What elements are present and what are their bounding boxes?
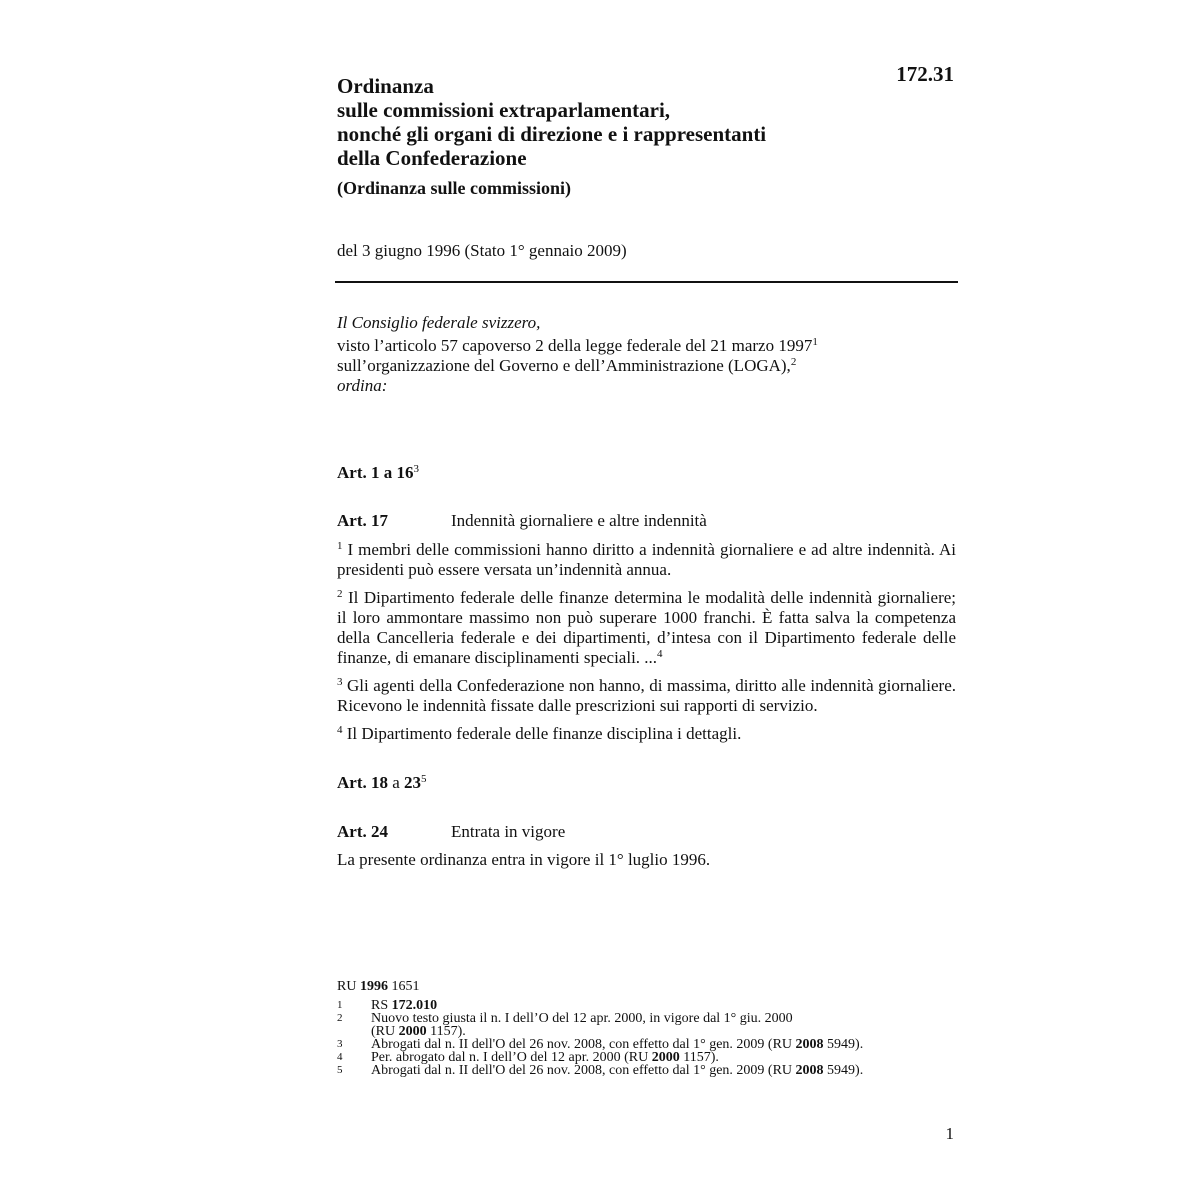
date-line: del 3 giugno 1996 (Stato 1° gennaio 2009): [337, 241, 627, 260]
footnote-text-part: Abrogati dal n. II dell'O del 26 nov. 2008, con effetto dal 1° gen. 2009 (RU: [371, 1063, 796, 1078]
footnote-text-part: 5949).: [823, 1063, 864, 1078]
title-line: della Confederazione: [337, 146, 527, 170]
footnote-bold-ref: 172.010: [391, 998, 438, 1013]
article-number: 18: [370, 773, 388, 792]
footnote-number: 4: [337, 1051, 343, 1063]
article-title: Entrata in vigore: [451, 822, 566, 841]
article-18-23-heading: [337, 773, 427, 793]
footnote-bold-ref: 2008: [795, 1063, 824, 1078]
footnote-ref[interactable]: 3: [413, 463, 419, 475]
footnote-text-part: 5949).: [823, 1037, 864, 1052]
footnote-number: 2: [337, 1012, 343, 1024]
footnote-number: 1: [337, 999, 343, 1011]
article-title: Indennità giornaliere e altre indennità: [451, 511, 707, 530]
footnote-text: [371, 1064, 957, 1077]
paragraph-text: Il Dipartimento federale delle finanze disciplina i dettagli.: [346, 724, 742, 743]
paragraph: [337, 588, 956, 668]
paragraph-number: 1: [337, 540, 343, 552]
footnote-text-part: Per. abrogato dal n. I dell’O del 12 apr. 2000 (RU: [371, 1050, 652, 1065]
document-title: [337, 74, 877, 170]
footnote-number: 5: [337, 1064, 343, 1076]
article-17-heading: [337, 511, 707, 531]
footnote-bold-ref: 2000: [398, 1024, 427, 1039]
page-number: 1: [945, 1124, 954, 1143]
article-1-16-heading: [337, 463, 419, 483]
paragraph-text: I membri delle commissioni hanno diritto a indennità giornaliere e ad altre indennità. Ai presidenti può essere versata un’indennità annua.: [337, 540, 956, 579]
footnote-ref[interactable]: 2: [790, 356, 797, 368]
ru-year: 1996: [359, 979, 388, 994]
preamble: [337, 313, 957, 396]
paragraph-number: 3: [337, 676, 343, 688]
footnote: [337, 1012, 957, 1038]
preamble-basis-line: sull’organizzazione del Governo e dell’Amministrazione (LOGA),: [337, 356, 791, 375]
paragraph: [337, 540, 956, 580]
footnote-text: [371, 1012, 957, 1038]
title-line: nonché gli organi di direzione e i rappresentanti: [337, 122, 767, 146]
footnote-number: 3: [337, 1038, 343, 1050]
paragraph-number: 2: [337, 588, 343, 600]
paragraph-number: 4: [337, 724, 343, 736]
article-label: Art. 17: [337, 511, 388, 530]
footnote: [337, 1064, 957, 1077]
paragraph-text: Il Dipartimento federale delle finanze determina le modalità delle indennità giornaliere; il loro ammontare massimo non può superare 1000 franchi. È fatta salva la competenza della Cancelleria federale e dei dipartimenti, d’intesa con il Dipartimento federale delle finanze, di emanare disciplinamenti speciali. ...: [337, 588, 956, 667]
footnote-text-part: Abrogati dal n. II dell'O del 26 nov. 2008, con effetto dal 1° gen. 2009 (RU: [371, 1037, 796, 1052]
article-24-body: [337, 850, 956, 878]
sr-number: 172.31: [896, 62, 954, 86]
preamble-basis-line: visto l’articolo 57 capoverso 2 della legge federale del 21 marzo 1997: [337, 336, 813, 355]
ru-page: 1651: [391, 979, 420, 994]
footnote-bold-ref: 2000: [651, 1050, 680, 1065]
title-line: Ordinanza: [337, 74, 434, 98]
footnote-text-part: RS: [371, 998, 392, 1013]
article-label: Art. 1 a 16: [337, 463, 414, 482]
article-24-heading: [337, 822, 565, 842]
footnote-ref[interactable]: 4: [657, 648, 663, 660]
article-number: 23: [404, 773, 422, 792]
ru-prefix: RU: [337, 979, 357, 994]
paragraph-text: Gli agenti della Confederazione non hanno, di massima, diritto alle indennità giornaliere. Ricevono le indennità fissate dalle prescrizioni sui rapporti di servizio.: [337, 676, 956, 715]
article-label: Art. 24: [337, 822, 388, 841]
preamble-legal-basis: [337, 336, 957, 376]
horizontal-rule: [335, 281, 958, 283]
footnote-bold-ref: 2008: [795, 1037, 824, 1052]
paragraph: [337, 724, 956, 744]
footnote-ref[interactable]: 1: [812, 336, 818, 348]
short-title: (Ordinanza sulle commissioni): [337, 178, 572, 198]
title-line: sulle commissioni extraparlamentari,: [337, 98, 671, 122]
preamble-authority: Il Consiglio federale svizzero,: [337, 313, 541, 332]
footnote-ref[interactable]: 5: [421, 773, 427, 785]
article-17-body: [337, 540, 956, 752]
footnote-text-part: 1157).: [426, 1024, 466, 1039]
paragraph-text: La presente ordinanza entra in vigore il 1° luglio 1996.: [337, 850, 711, 869]
footnote-text-part: Nuovo testo giusta il n. I dell’O del 12 apr. 2000, in vigore dal 1° giu. 2000: [371, 1011, 793, 1026]
footnote-text-part: (RU: [371, 1024, 399, 1039]
preamble-decree: ordina:: [337, 376, 388, 395]
article-prefix: Art.: [337, 773, 367, 792]
footnote-text-part: 1157).: [679, 1050, 719, 1065]
article-range-sep: a: [392, 773, 400, 792]
paragraph: [337, 676, 956, 716]
footnote-list: [337, 999, 957, 1077]
ru-reference: [337, 979, 419, 995]
